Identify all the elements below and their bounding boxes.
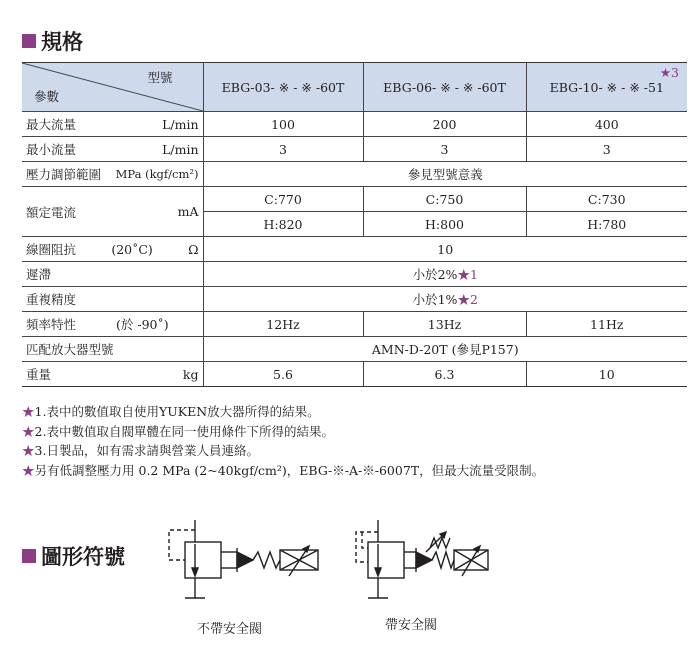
- hysteresis-value: 小於2%: [412, 267, 458, 282]
- repeat-value: 小於1%: [412, 292, 458, 307]
- table-row: [22, 362, 687, 387]
- current-c3: C:730: [526, 187, 687, 212]
- amp-label: 匹配放大器型號: [26, 342, 114, 357]
- current-h2: H:800: [363, 212, 526, 237]
- spec-table: [22, 62, 687, 387]
- note-4: ★另有低調整壓力用 0.2 MPa (2~40kgf/cm²)，EBG-※-A-※-6007T，但最大流量受限制。: [22, 462, 545, 478]
- weight-v1: 5.6: [203, 362, 363, 387]
- table-row: [22, 137, 687, 162]
- header-col3: EBG-10- ※ - ※ -51: [549, 79, 664, 95]
- header-col3-cell: [526, 63, 687, 112]
- weight-label: 重量: [26, 367, 52, 382]
- coil-cond: (20˚C): [111, 241, 153, 257]
- freq-v2: 13Hz: [363, 312, 526, 337]
- table-row: [22, 162, 687, 187]
- table-row: [22, 112, 687, 137]
- max-flow-v3: 400: [526, 112, 687, 137]
- valve-symbol-no-relief-icon: [165, 518, 335, 610]
- max-flow-v2: 200: [363, 112, 526, 137]
- spec-section-title: [22, 26, 83, 56]
- note-3: ★3.日製品，如有需求請與營業人員連絡。: [22, 443, 259, 458]
- pressure-unit: MPa (kgf/cm²): [115, 167, 199, 181]
- max-flow-v1: 100: [203, 112, 363, 137]
- current-h1: H:820: [203, 212, 363, 237]
- repeat-mark: ★2: [457, 292, 478, 307]
- valve-symbol-with-relief-icon: [350, 518, 500, 610]
- min-flow-label: 最小流量: [26, 142, 77, 157]
- pressure-value: 參見型號意義: [203, 162, 687, 187]
- freq-cond: (於 -90˚): [116, 317, 169, 332]
- symbol-title-text: 圖形符號: [41, 545, 125, 569]
- table-header-row: [22, 63, 687, 112]
- current-label: 額定電流: [26, 204, 77, 220]
- min-flow-unit: L/min: [162, 141, 199, 157]
- table-row: [22, 287, 687, 312]
- right-symbol-caption: 帶安全閥: [385, 618, 438, 633]
- table-row: [22, 187, 687, 212]
- notes: [22, 402, 544, 480]
- min-flow-v2: 3: [363, 137, 526, 162]
- star-icon: ★: [22, 462, 35, 478]
- max-flow-unit: L/min: [162, 116, 199, 132]
- weight-unit: kg: [182, 366, 199, 382]
- star-icon: ★: [22, 443, 35, 458]
- weight-v3: 10: [526, 362, 687, 387]
- table-row: [22, 237, 687, 262]
- pressure-label: 壓力調節範圍: [26, 167, 102, 182]
- header-corner-cell: [22, 63, 203, 112]
- star-icon: ★: [22, 423, 35, 439]
- note-1: ★1.表中的數值取自使用YUKEN放大器所得的結果。: [22, 404, 320, 419]
- section-square-icon: [22, 549, 36, 563]
- param-label: 參數: [34, 89, 60, 104]
- freq-label: 頻率特性: [26, 317, 77, 332]
- current-c2: C:750: [363, 187, 526, 212]
- star-icon: ★: [22, 404, 35, 419]
- coil-value: 10: [203, 237, 687, 262]
- current-c1: C:770: [203, 187, 363, 212]
- model-label: 型號: [147, 70, 173, 85]
- freq-v1: 12Hz: [203, 312, 363, 337]
- max-flow-label: 最大流量: [26, 117, 77, 132]
- repeat-label: 重複精度: [26, 292, 77, 307]
- header-col1: EBG-03- ※ - ※ -60T: [203, 63, 363, 112]
- left-symbol-caption: 不帶安全閥: [197, 622, 263, 637]
- coil-label: 線圈阻抗: [26, 242, 77, 257]
- table-row: [22, 312, 687, 337]
- table-row: [22, 262, 687, 287]
- hysteresis-mark: ★1: [457, 267, 478, 282]
- coil-unit: Ω: [188, 241, 199, 257]
- freq-v3: 11Hz: [526, 312, 687, 337]
- amp-value: AMN-D-20T (參見P157): [203, 337, 687, 362]
- symbol-section-title: [22, 541, 125, 571]
- spec-title-text: 規格: [41, 30, 83, 54]
- current-h3: H:780: [526, 212, 687, 237]
- weight-v2: 6.3: [363, 362, 526, 387]
- col3-note-mark: ★3: [659, 65, 679, 80]
- hysteresis-label: 遲滯: [26, 267, 52, 282]
- min-flow-v3: 3: [526, 137, 687, 162]
- current-unit: mA: [177, 204, 199, 219]
- min-flow-v1: 3: [203, 137, 363, 162]
- note-2: ★2.表中數值取自閥單體在同一使用條件下所得的結果。: [22, 423, 334, 439]
- header-col2: EBG-06- ※ - ※ -60T: [363, 63, 526, 112]
- table-row: [22, 337, 687, 362]
- section-square-icon: [22, 34, 36, 48]
